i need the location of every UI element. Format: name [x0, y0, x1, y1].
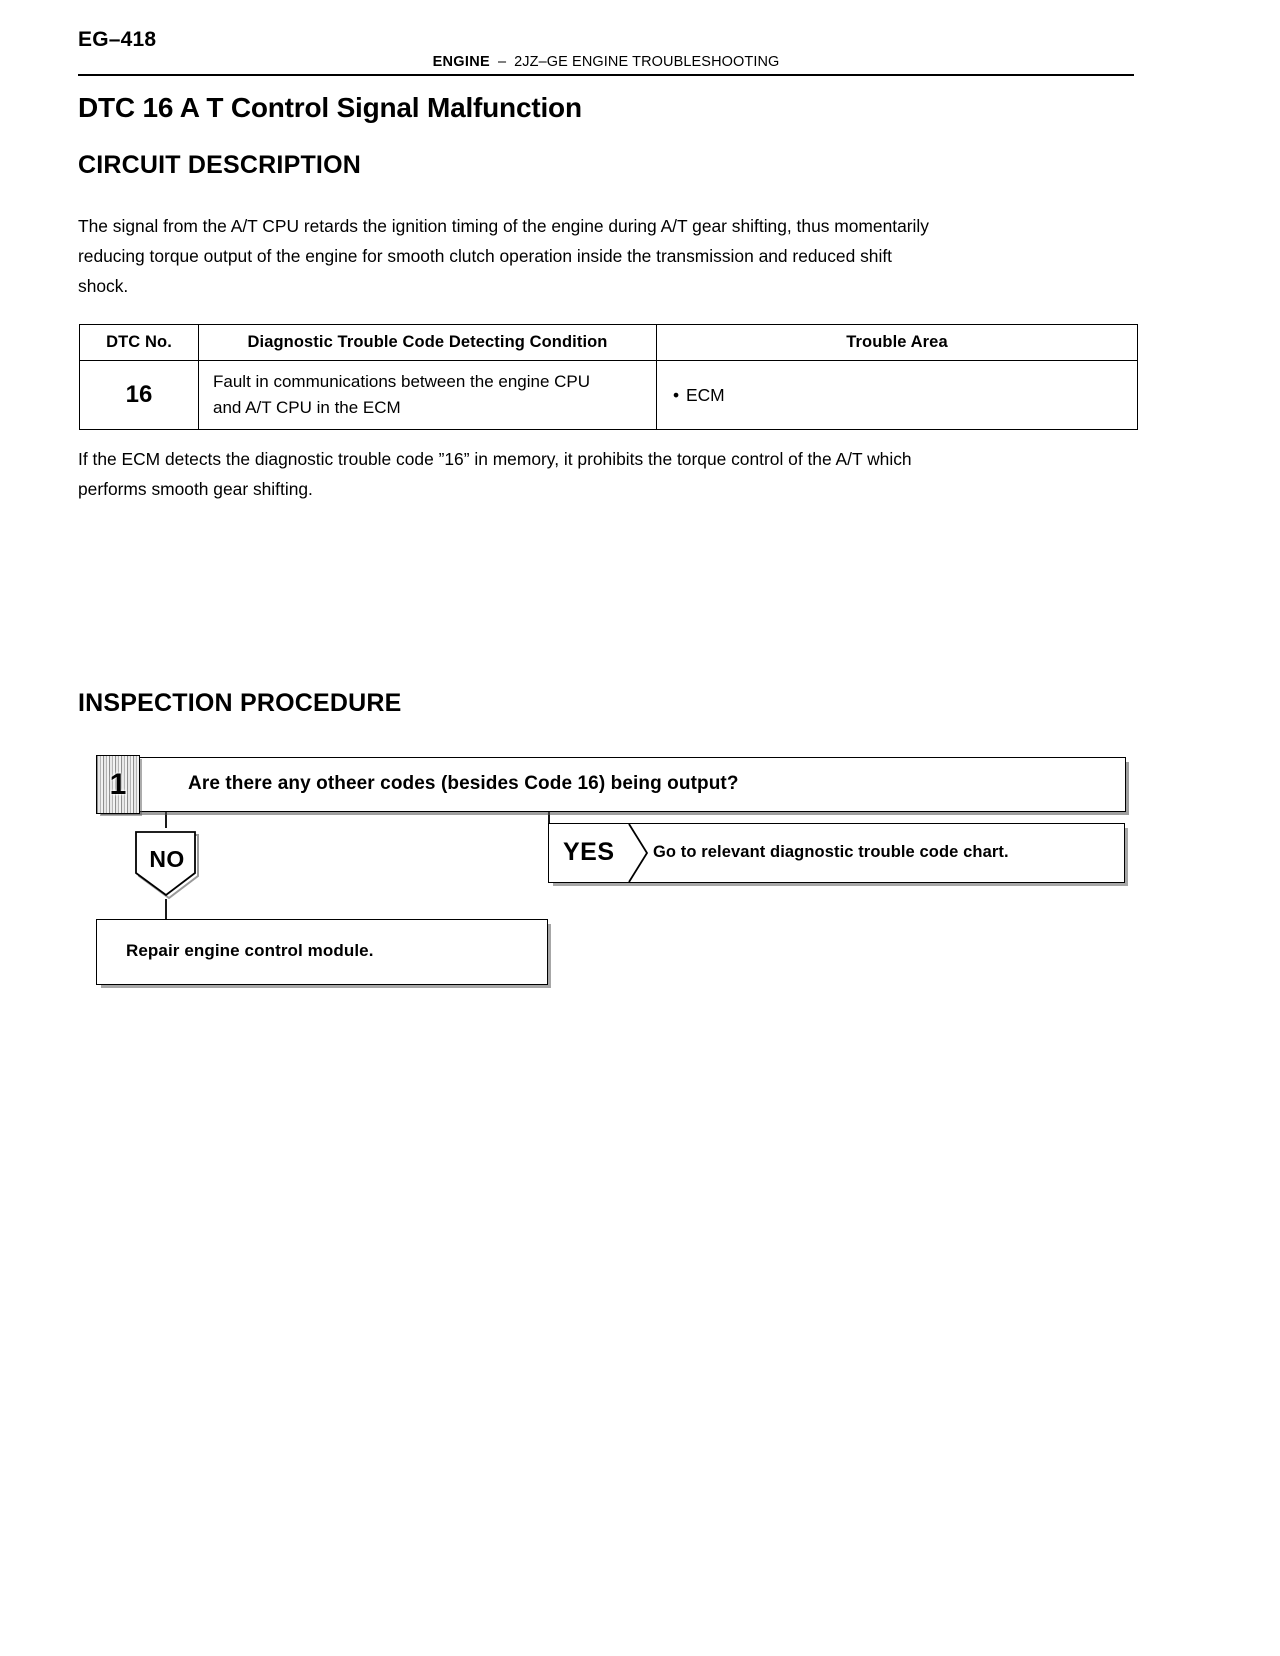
paragraph-line: shock. — [78, 276, 129, 296]
header-engine-label: ENGINE — [432, 54, 490, 70]
paragraph-line: reducing torque output of the engine for smooth clutch operation inside the transmission and reduced shift — [78, 246, 892, 266]
table-header — [80, 325, 1138, 361]
cell-condition-line: and A/T CPU in the ECM — [213, 398, 401, 417]
header-dash: – — [497, 54, 507, 70]
page-title: DTC 16 A T Control Signal Malfunction — [78, 92, 582, 123]
paragraph-line: If the ECM detects the diagnostic trouble code ”16” in memory, it prohibits the torque control of the A/T which — [78, 449, 912, 469]
header-divider-rule — [78, 74, 1134, 76]
table-body — [80, 361, 1138, 430]
column-header-trouble-area: Trouble Area — [657, 325, 1138, 361]
bullet-icon: • — [673, 384, 680, 405]
page-header — [78, 28, 1134, 76]
step-number-label: 1 — [109, 767, 127, 801]
paragraph-line: The signal from the A/T CPU retards the ignition timing of the engine during A/T gear shifting, thus momentarily — [78, 216, 929, 236]
column-header-dtc-no: DTC No. — [80, 325, 199, 361]
dtc-table — [79, 324, 1138, 430]
header-running-title — [78, 54, 1134, 70]
page-number-code: EG–418 — [78, 28, 157, 51]
cell-condition — [199, 361, 657, 430]
section-heading-circuit-description: CIRCUIT DESCRIPTION — [78, 151, 361, 179]
table-row — [80, 361, 1138, 430]
yes-branch-label: YES — [563, 838, 615, 866]
cell-trouble-area-text: ECM — [686, 384, 725, 405]
column-header-condition: Diagnostic Trouble Code Detecting Condition — [199, 325, 657, 361]
paragraph-line: performs smooth gear shifting. — [78, 479, 313, 499]
no-branch-label: NO — [149, 846, 185, 872]
post-table-paragraph — [78, 444, 1137, 504]
yes-branch-action-text: Go to relevant diagnostic trouble code chart. — [653, 843, 1009, 861]
header-subject-label: 2JZ–GE ENGINE TROUBLESHOOTING — [514, 54, 780, 70]
cell-dtc-no: 16 — [80, 361, 199, 430]
circuit-description-paragraph — [78, 211, 1137, 301]
section-heading-inspection-procedure: INSPECTION PROCEDURE — [78, 689, 402, 717]
cell-trouble-area — [657, 361, 1138, 430]
step-1-question-text: Are there any otheer codes (besides Code 16) being output? — [188, 773, 739, 794]
step-number-badge — [96, 755, 140, 814]
table-header-row — [80, 325, 1138, 361]
cell-condition-line: Fault in communications between the engine CPU — [213, 372, 591, 391]
result-action-text: Repair engine control module. — [126, 941, 374, 960]
yes-chevron-icon — [628, 823, 650, 883]
